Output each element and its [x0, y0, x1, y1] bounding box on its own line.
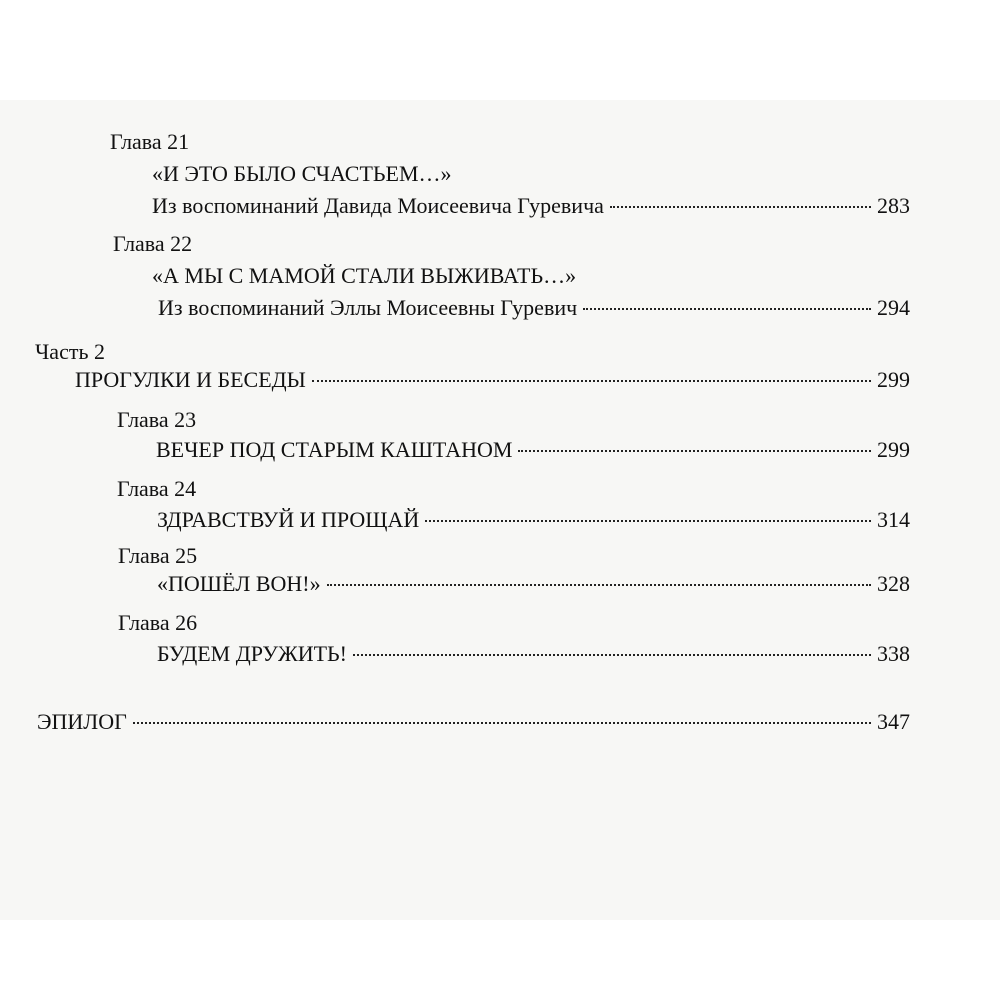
dot-leader [610, 206, 871, 208]
toc-entry-part-2 [75, 366, 910, 394]
dot-leader [518, 450, 871, 452]
dot-leader [133, 722, 871, 724]
chapter-23-page-number: 299 [877, 437, 910, 462]
chapter-22-title: «А МЫ С МАМОЙ СТАЛИ ВЫЖИВАТЬ…» [152, 263, 577, 288]
toc-entry-chapter-26 [157, 640, 910, 668]
chapter-24-title: ЗДРАВСТВУЙ И ПРОЩАЙ [157, 507, 420, 532]
part-2-label: Часть 2 [35, 339, 105, 364]
dot-leader [312, 380, 871, 382]
dot-leader [583, 308, 871, 310]
toc-entry-chapter-23 [156, 436, 910, 464]
chapter-21-page-number: 283 [877, 193, 910, 218]
chapter-26-title: БУДЕМ ДРУЖИТЬ! [157, 641, 347, 666]
chapter-23-label: Глава 23 [117, 407, 197, 432]
toc-entry-chapter-25 [157, 570, 910, 598]
dot-leader [327, 584, 871, 586]
dot-leader [353, 654, 871, 656]
chapter-22-label: Глава 22 [113, 231, 193, 256]
chapter-25-title: «ПОШЁЛ ВОН!» [157, 571, 321, 596]
chapter-26-page-number: 338 [877, 641, 910, 666]
chapter-25-label: Глава 25 [118, 543, 198, 568]
toc-entry-chapter-21 [152, 192, 910, 220]
toc-entry-chapter-24 [157, 506, 910, 534]
epilogue-page-number: 347 [877, 709, 910, 734]
chapter-25-page-number: 328 [877, 571, 910, 596]
toc-entry-epilogue [37, 708, 910, 736]
toc-entry-chapter-22 [158, 294, 910, 322]
book-page [0, 100, 1000, 920]
chapter-21-title: «И ЭТО БЫЛО СЧАСТЬЕМ…» [152, 161, 452, 186]
chapter-22-subtitle: Из воспоминаний Эллы Моисеевны Гуревич [158, 295, 578, 320]
chapter-24-page-number: 314 [877, 507, 910, 532]
chapter-21-label: Глава 21 [110, 129, 190, 154]
dot-leader [425, 520, 871, 522]
chapter-22-page-number: 294 [877, 295, 910, 320]
epilogue-title: ЭПИЛОГ [37, 709, 127, 734]
part-2-page-number: 299 [877, 367, 910, 392]
chapter-23-title: ВЕЧЕР ПОД СТАРЫМ КАШТАНОМ [156, 437, 513, 462]
chapter-21-subtitle: Из воспоминаний Давида Моисеевича Гуревича [152, 193, 604, 218]
part-2-title: ПРОГУЛКИ И БЕСЕДЫ [75, 367, 306, 392]
chapter-26-label: Глава 26 [118, 610, 198, 635]
chapter-24-label: Глава 24 [117, 476, 197, 501]
